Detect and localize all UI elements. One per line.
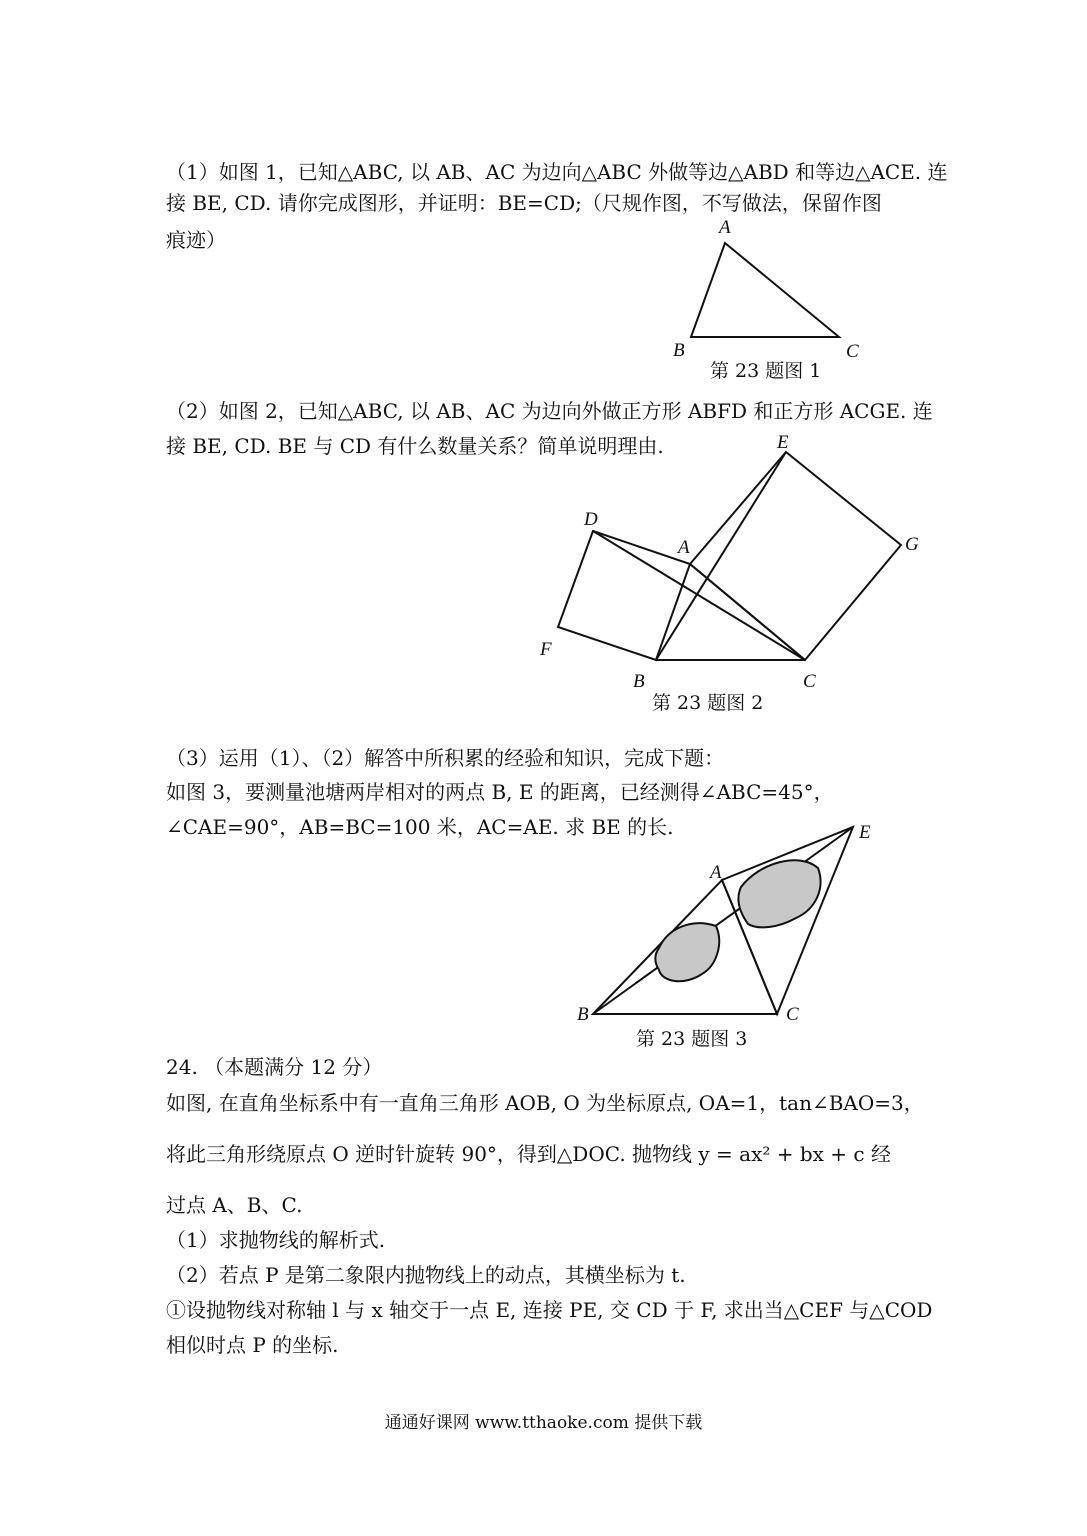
- fig2-label-d: D: [584, 509, 598, 530]
- q24-line-4: （1）求抛物线的解析式.: [166, 1228, 386, 1252]
- fig3-label-a: A: [710, 862, 722, 883]
- footer-source: 通通好课网 www.tthaoke.com 提供下载: [384, 1413, 703, 1433]
- fig2-label-c: C: [803, 671, 816, 692]
- part1-line-2: 接 BE, CD. 请你完成图形，并证明：BE=CD;（尺规作图，不写做法，保留作图: [166, 191, 882, 215]
- fig1-label-a: A: [719, 217, 731, 238]
- part1-line-3: 痕迹）: [166, 228, 226, 252]
- part2-line-1: （2）如图 2，已知△ABC, 以 AB、AC 为边向外做正方形 ABFD 和正方形 ACGE. 连: [166, 399, 933, 423]
- triangle-abc: [691, 243, 839, 337]
- q24-line-6: ①设抛物线对称轴 l 与 x 轴交于一点 E, 连接 PE, 交 CD 于 F, 求出当△CEF 与△COD: [166, 1298, 933, 1322]
- fig1-caption: 第 23 题图 1: [710, 360, 822, 382]
- fig2-label-a: A: [678, 537, 690, 558]
- q24-header: 24. （本题满分 12 分）: [166, 1055, 383, 1079]
- part2-line-2: 接 BE, CD. BE 与 CD 有什么数量关系？简单说明理由.: [166, 434, 664, 458]
- fig2-caption: 第 23 题图 2: [652, 692, 764, 714]
- fig3-caption: 第 23 题图 3: [636, 1028, 748, 1050]
- fig1-label-b: B: [673, 340, 685, 361]
- pond-small: [655, 923, 719, 981]
- part3-line-1: （3）运用（1）、（2）解答中所积累的经验和知识，完成下题：: [166, 746, 725, 770]
- part3-line-2: 如图 3，要测量池塘两岸相对的两点 B, E 的距离，已经测得∠ABC=45°，: [166, 780, 834, 804]
- part3-line-3: ∠CAE=90°，AB=BC=100 米，AC=AE. 求 BE 的长.: [166, 815, 674, 839]
- fig2-label-b: B: [633, 671, 645, 692]
- fig3-label-c: C: [786, 1004, 799, 1025]
- q24-line-1: 如图, 在直角坐标系中有一直角三角形 AOB, O 为坐标原点, OA=1，tan∠BAO=3，: [166, 1091, 924, 1115]
- q24-line-2: 将此三角形绕原点 O 逆时针旋转 90°，得到△DOC. 抛物线 y = ax² + bx + c 经: [166, 1142, 891, 1166]
- q24-line-3: 过点 A、B、C.: [166, 1193, 303, 1217]
- part1-line-1: （1）如图 1，已知△ABC, 以 AB、AC 为边向△ABC 外做等边△ABD 和等边△ACE. 连: [166, 160, 948, 184]
- fig2-label-g: G: [905, 534, 919, 555]
- pond-large: [738, 860, 820, 927]
- figure-3: [593, 827, 853, 1014]
- fig3-label-e: E: [859, 822, 871, 843]
- fig2-label-e: E: [777, 432, 789, 453]
- fig3-label-b: B: [577, 1004, 589, 1025]
- figure-1: [691, 243, 839, 337]
- q24-line-5: （2）若点 P 是第二象限内抛物线上的动点，其横坐标为 t.: [166, 1263, 686, 1287]
- figure-2: [558, 452, 901, 660]
- fig2-label-f: F: [540, 639, 552, 660]
- q24-line-7: 相似时点 P 的坐标.: [166, 1333, 339, 1357]
- fig1-label-c: C: [846, 341, 859, 362]
- segment-cd: [593, 531, 805, 660]
